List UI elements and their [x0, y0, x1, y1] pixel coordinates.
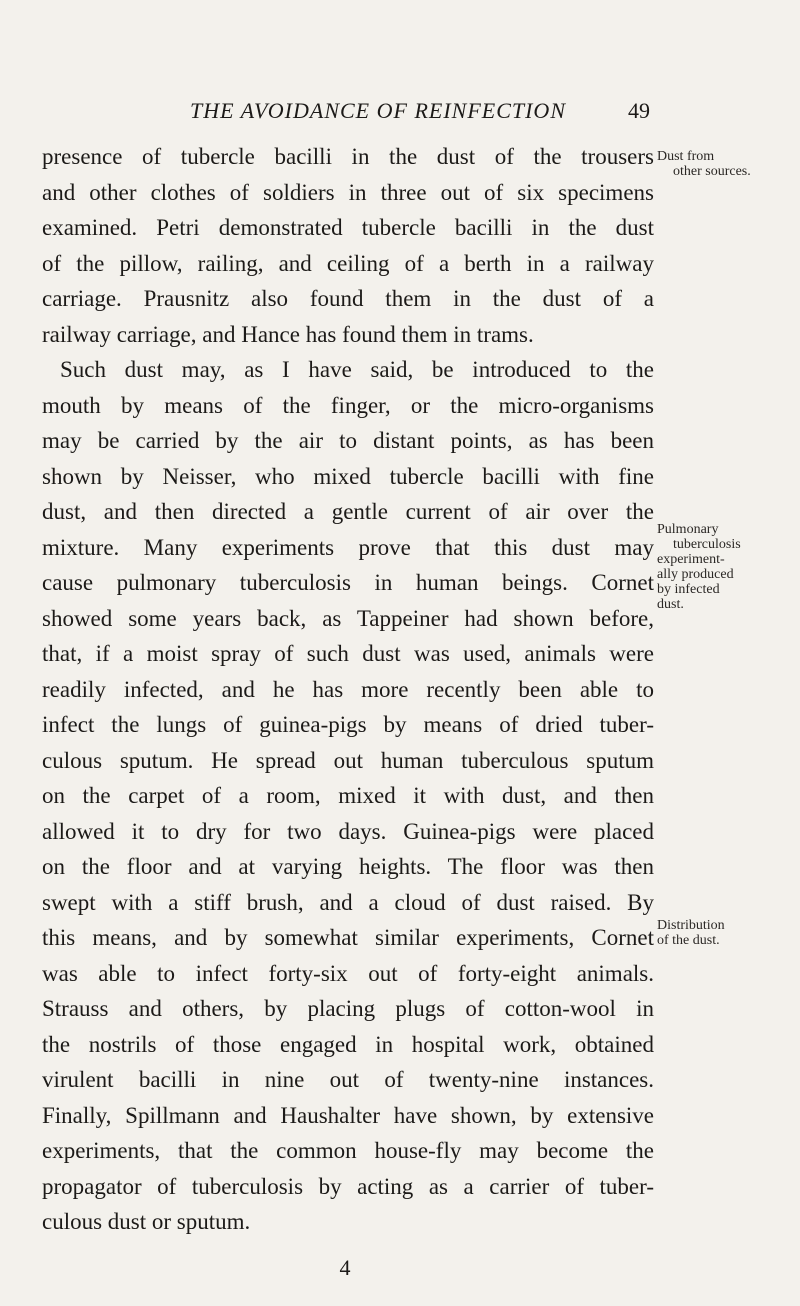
text-line: mouth by means of the finger, or the micro-organisms [42, 392, 654, 418]
text-line: culous sputum. He spread out human tuberculous sputum [42, 747, 654, 773]
text-line: allowed it to dry for two days. Guinea-pigs were placed [42, 818, 654, 844]
text-line: that, if a moist spray of such dust was used, animals were [42, 641, 654, 666]
text-line: the nostrils of those engaged in hospital work, obtained [42, 1031, 654, 1057]
text-line: presence of tubercle bacilli in the dust of the trousers [42, 144, 654, 169]
margin-note-line: other sources. [673, 164, 751, 179]
text-line: shown by Neisser, who mixed tubercle bacilli with fine [42, 463, 654, 489]
body-text [42, 139, 654, 1240]
text-line: readily infected, and he has more recently been able to [42, 676, 654, 702]
text-line: on the floor and at varying heights. The floor was then [42, 854, 654, 879]
margin-note-distribution-of-dust [657, 918, 797, 948]
text-line: on the carpet of a room, mixed it with dust, and then [42, 783, 654, 808]
margin-note-line: of the dust. [657, 933, 720, 948]
text-line: showed some years back, as Tappeiner had shown before, [42, 605, 654, 631]
text-line: this means, and by somewhat similar experiments, Cornet [42, 925, 654, 950]
margin-note-line: by infected [657, 582, 720, 597]
margin-note-line: Distribution [657, 918, 725, 933]
margin-note-line: dust. [657, 597, 684, 612]
running-title: THE AVOIDANCE OF REINFECTION [190, 98, 566, 123]
text-line: examined. Petri demonstrated tubercle bacilli in the dust [42, 215, 654, 240]
margin-note-line: Pulmonary [657, 522, 719, 537]
text-line: may be carried by the air to distant points, as has been [42, 428, 654, 453]
text-line: experiments, that the common house-fly may become the [42, 1138, 654, 1163]
text-line: carriage. Prausnitz also found them in the dust of a [42, 286, 654, 311]
text-line: infect the lungs of guinea-pigs by means of dried tuber- [42, 712, 654, 737]
text-line: Such dust may, as I have said, be introduced to the [60, 357, 654, 382]
margin-note-line: ally produced [657, 567, 734, 582]
text-line: swept with a stiff brush, and a cloud of dust raised. By [42, 889, 654, 915]
margin-note-dust-from-other-sources [657, 149, 797, 179]
text-line: virulent bacilli in nine out of twenty-nine instances. [42, 1067, 654, 1092]
text-line: culous dust or sputum. [42, 1209, 251, 1234]
text-line: cause pulmonary tuberculosis in human beings. Cornet [42, 570, 654, 595]
signature-mark: 4 [339, 1255, 351, 1280]
text-line: and other clothes of soldiers in three out of six specimens [42, 179, 654, 205]
text-line: mixture. Many experiments prove that this dust may [42, 534, 654, 560]
page-number: 49 [628, 98, 650, 123]
text-line: was able to infect forty-six out of forty-eight animals. [42, 960, 654, 986]
text-line: Strauss and others, by placing plugs of cotton-wool in [42, 996, 654, 1021]
text-line: dust, and then directed a gentle current of air over the [42, 499, 654, 524]
margin-note-line: tuberculosis [673, 537, 741, 552]
margin-note-line: Dust from [657, 149, 715, 164]
text-line: of the pillow, railing, and ceiling of a berth in a railway [42, 250, 654, 276]
text-line: Finally, Spillmann and Haushalter have shown, by extensive [42, 1102, 654, 1128]
margin-note-line: experiment- [657, 552, 725, 567]
text-line: railway carriage, and Hance has found them in trams. [42, 321, 534, 347]
margin-note-pulmonary-tuberculosis [657, 522, 797, 612]
text-line: propagator of tuberculosis by acting as a carrier of tuber- [42, 1173, 654, 1199]
